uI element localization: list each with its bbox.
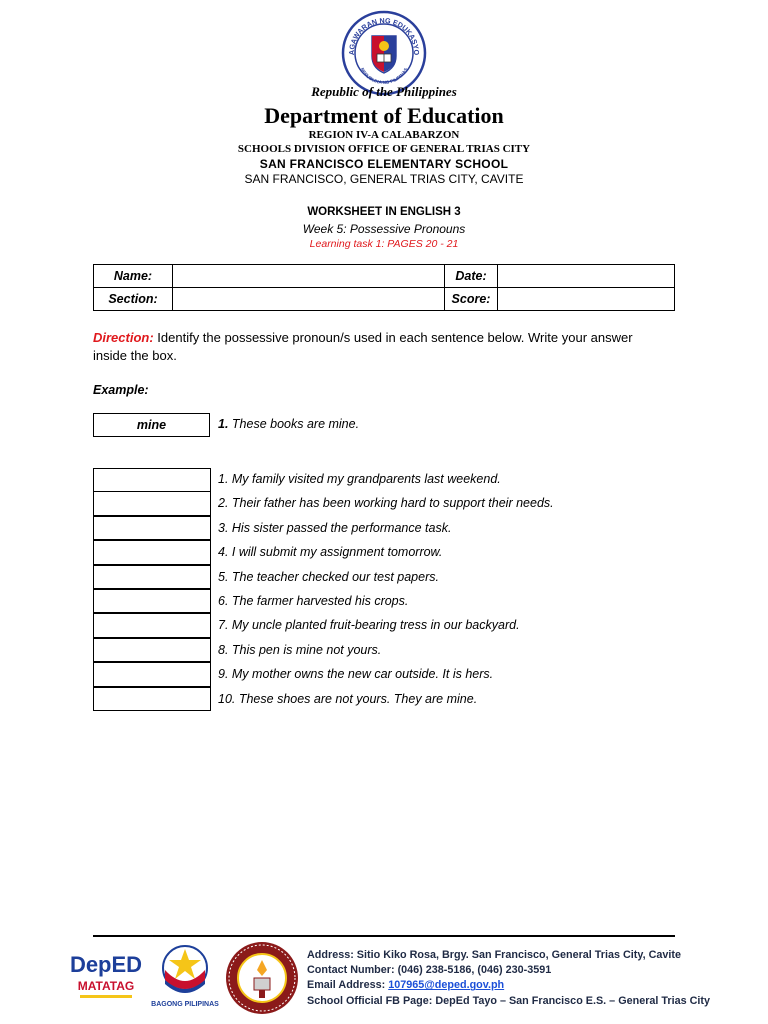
name-label: Name: [94, 265, 173, 288]
footer-fb-page: School Official FB Page: DepEd Tayo – San Francisco E.S. – General Trias City [307, 994, 711, 1007]
footer-info [307, 948, 710, 1009]
example-text: These books are mine. [228, 417, 360, 431]
direction-text: Identify the possessive pronoun/s used in each sentence below. Write your answer inside the box. [93, 330, 633, 363]
answer-box[interactable] [93, 565, 211, 589]
answer-box[interactable] [93, 516, 211, 540]
question-list [93, 468, 653, 712]
question-text: 5. The teacher checked our test papers. [218, 569, 439, 584]
worksheet-task: Learning task 1: PAGES 20 - 21 [309, 238, 459, 250]
question-text: 2. Their father has been working hard to support their needs. [218, 496, 554, 511]
answer-box[interactable] [93, 491, 211, 515]
logo-matatag-word: MATATAG [77, 979, 135, 993]
answer-box[interactable] [93, 540, 211, 564]
logo-bagong-word: BAGONG PILIPINAS [151, 1001, 219, 1008]
question-row [93, 517, 653, 541]
question-row [93, 590, 653, 614]
section-field[interactable] [173, 288, 445, 311]
footer-email-label: Email Address: [307, 979, 389, 992]
answer-box[interactable] [93, 687, 211, 711]
worksheet-week: Week 5: Possessive Pronouns [302, 222, 466, 236]
question-row [93, 688, 653, 712]
question-row [93, 614, 653, 638]
date-field[interactable] [498, 265, 675, 288]
question-row [93, 468, 653, 492]
question-row [93, 639, 653, 663]
department-heading: Department of Education [264, 103, 504, 128]
question-text: 1. My family visited my grandparents last weekend. [218, 472, 501, 486]
direction-label: Direction: [93, 330, 154, 345]
answer-box[interactable] [93, 638, 211, 662]
question-text: 4. I will submit my assignment tomorrow. [218, 545, 443, 560]
question-row [93, 492, 653, 516]
direction-paragraph [93, 329, 653, 365]
question-row [93, 663, 653, 687]
footer-email-link[interactable]: 107965@deped.gov.ph [388, 979, 505, 992]
example-sentence [218, 417, 359, 431]
division-heading: SCHOOLS DIVISION OFFICE OF GENERAL TRIAS CITY [237, 143, 531, 155]
footer-divider [93, 935, 675, 937]
score-label: Score: [445, 288, 498, 311]
question-text: 8. This pen is mine not yours. [218, 642, 382, 657]
region-heading: REGION IV-A CALABARZON [308, 129, 460, 141]
section-label: Section: [94, 288, 173, 311]
answer-box[interactable] [93, 613, 211, 637]
school-name: SAN FRANCISCO ELEMENTARY SCHOOL [259, 157, 509, 171]
answer-box[interactable] [93, 589, 211, 613]
answer-box[interactable] [93, 662, 211, 686]
example-label: Example: [93, 383, 149, 397]
school-logo [223, 940, 301, 1016]
example-answer-box: mine [93, 413, 210, 437]
logo-deped-word: DepED [69, 952, 143, 977]
question-text: 3. His sister passed the performance task. [218, 520, 452, 535]
question-row [93, 541, 653, 565]
student-info-table [93, 264, 675, 311]
example-number: 1. [218, 417, 229, 431]
school-address: SAN FRANCISCO, GENERAL TRIAS CITY, CAVITE [244, 172, 524, 186]
footer-contact: Contact Number: (046) 238-5186, (046) 230-3591 [307, 964, 552, 977]
name-field[interactable] [173, 265, 445, 288]
footer-address: Address: Sitio Kiko Rosa, Brgy. San Francisco, General Trias City, Cavite [307, 949, 682, 961]
seal-text-top: AGAWARAN NG EDUKASYO [346, 15, 422, 56]
date-label: Date: [445, 265, 498, 288]
answer-box[interactable] [93, 468, 211, 492]
bagong-pilipinas-logo [150, 940, 220, 1010]
score-field[interactable] [498, 288, 675, 311]
question-text: 6. The farmer harvested his crops. [218, 593, 409, 608]
question-row [93, 566, 653, 590]
question-text: 7. My uncle planted fruit-bearing tress in our backyard. [218, 618, 520, 633]
worksheet-title: WORKSHEET IN ENGLISH 3 [307, 206, 461, 218]
question-text: 10. These shoes are not yours. They are mine. [218, 691, 478, 706]
seal-text-bottom: REPUBLIKA NG PILIPINAS [359, 67, 409, 86]
question-text: 9. My mother owns the new car outside. It is hers. [218, 667, 494, 682]
republic-heading: Republic of the Philippines [311, 84, 457, 99]
footer-email-line [307, 978, 710, 993]
deped-matatag-logo [66, 944, 146, 1004]
